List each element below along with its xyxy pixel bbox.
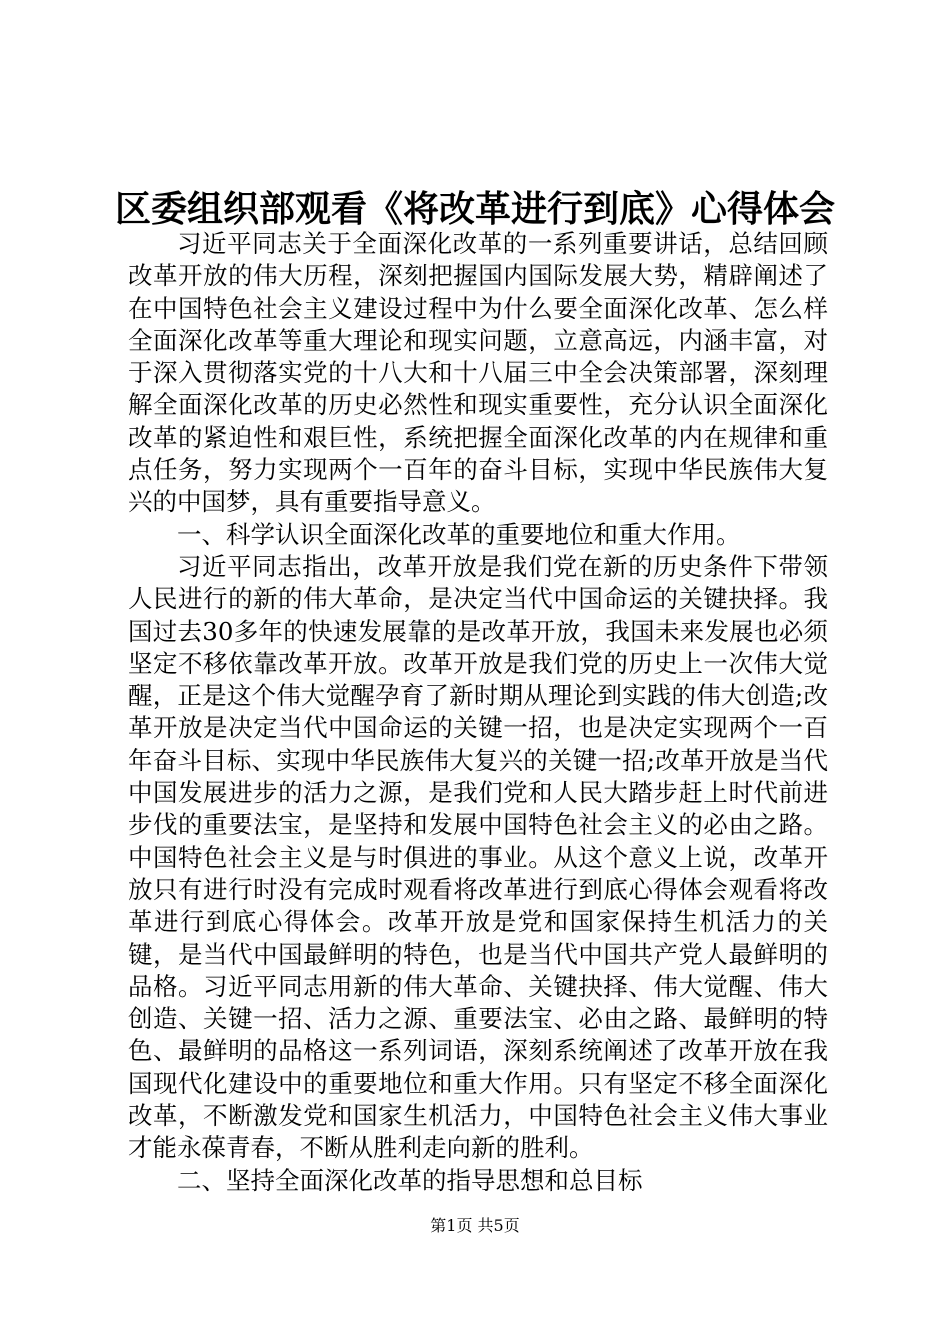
section-heading-2: 二、坚持全面深化改革的指导思想和总目标 (177, 1165, 643, 1195)
document-body (128, 228, 828, 1197)
page-footer: 第1页 共5页 (430, 1216, 520, 1235)
paragraph-intro: 习近平同志关于全面深化改革的一系列重要讲话，总结回顾改革开放的伟大历程，深刻把握国内国际发展大势，精辟阐述了在中国特色社会主义建设过程中为什么要全面深化改革、怎么样全面深化改革等重大理论和现实问题，立意高远，内涵丰富，对于深入贯彻落实党的十八大和十八届三中全会决策部署，深刻理解全面深化改革的历史必然性和现实重要性，充分认识全面深化改革的紧迫性和艰巨性，系统把握全面深化改革的内在规律和重点任务，努力实现两个一百年的奋斗目标，实现中华民族伟大复兴的中国梦，具有重要指导意义。 (128, 229, 828, 517)
section-heading-1: 一、科学认识全面深化改革的重要地位和重大作用。 (177, 519, 741, 549)
document-title: 区委组织部观看《将改革进行到底》心得体会 (114, 189, 835, 230)
paragraph-section-1: 习近平同志指出，改革开放是我们党在新的历史条件下带领人民进行的新的伟大革命，是决定当代中国命运的关键抉择。我国过去30多年的快速发展靠的是改革开放，我国未来发展也必须坚定不移依靠改革开放。改革开放是我们党的历史上一次伟大觉醒，正是这个伟大觉醒孕育了新时期从理论到实践的伟大创造;改革开放是决定当代中国命运的关键一招，也是决定实现两个一百年奋斗目标、实现中华民族伟大复兴的关键一招;改革开放是当代中国发展进步的活力之源，是我们党和人民大踏步赶上时代前进步伐的重要法宝，是坚持和发展中国特色社会主义的必由之路。中国特色社会主义是与时俱进的事业。从这个意义上说，改革开放只有进行时没有完成时观看将改革进行到底心得体会观看将改革进行到底心得体会。改革开放是党和国家保持生机活力的关键，是当代中国最鲜明的特色，也是当代中国共产党人最鲜明的品格。习近平同志用新的伟大革命、关键抉择、伟大觉醒、伟大创造、关键一招、活力之源、重要法宝、必由之路、最鲜明的特色、最鲜明的品格这一系列词语，深刻系统阐述了改革开放在我国现代化建设中的重要地位和重大作用。只有坚定不移全面深化改革，不断激发党和国家生机活力，中国特色社会主义伟大事业才能永葆青春，不断从胜利走向新的胜利。 (128, 551, 828, 1163)
